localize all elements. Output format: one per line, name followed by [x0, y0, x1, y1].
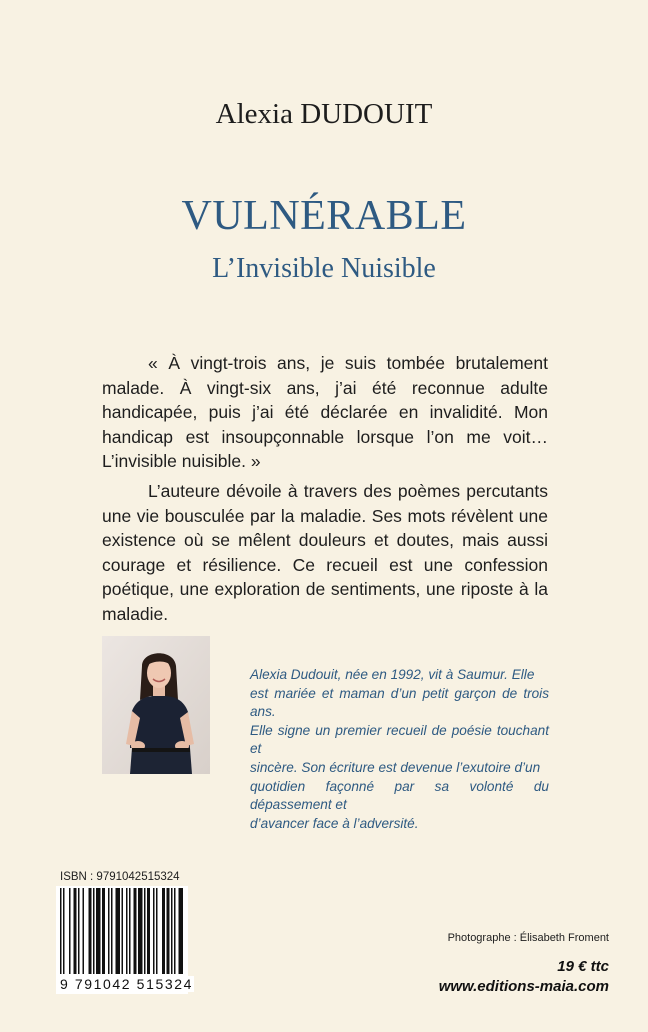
barcode-bar: [102, 888, 105, 974]
author-bio: [250, 666, 549, 833]
bio-line: est mariée et maman d’un petit garçon de trois ans.: [250, 685, 549, 720]
barcode-bar: [144, 888, 146, 974]
barcode-digits: 9 791042 515324: [60, 976, 193, 992]
barcode-bar: [89, 888, 92, 974]
bio-line: d’avancer face à l’adversité.: [250, 815, 419, 831]
barcode-bar: [138, 888, 143, 974]
barcode-bar: [63, 888, 65, 974]
bio-line: Alexia Dudouit, née en 1992, vit à Saumur. Elle: [250, 667, 535, 682]
barcode-bar: [134, 888, 137, 974]
barcode-bar: [174, 888, 176, 974]
price: 19 € ttc: [557, 958, 609, 975]
barcode-bar: [83, 888, 85, 974]
barcode-bar: [156, 888, 158, 974]
barcode-bar: [111, 888, 113, 974]
bio-line: quotidien façonné par sa volonté du dépassement et: [250, 778, 549, 813]
barcode-bar: [116, 888, 121, 974]
photographer-credit: Photographe : Élisabeth Froment: [447, 932, 609, 944]
barcode-bar: [153, 888, 155, 974]
isbn-label: ISBN : 9791042515324: [60, 871, 180, 883]
barcode-bar: [69, 888, 71, 974]
author-portrait-illustration: [102, 636, 210, 774]
barcode-bar: [129, 888, 131, 974]
description-paragraph: [102, 479, 548, 627]
barcode-bar: [78, 888, 80, 974]
bio-line: Elle signe un premier recueil de poésie touchant et: [250, 722, 549, 757]
author-photo: [102, 636, 210, 774]
barcode-bar: [96, 888, 101, 974]
author-name: Alexia DUDOUIT: [215, 98, 433, 130]
barcode-bar: [179, 888, 184, 974]
barcode-bar: [108, 888, 110, 974]
barcode-bar: [162, 888, 165, 974]
book-title: VULNÉRABLE: [181, 193, 467, 239]
barcode-bar: [167, 888, 170, 974]
book-subtitle: L’Invisible Nuisible: [212, 253, 436, 284]
bio-line: sincère. Son écriture est devenue l’exutoire d’un: [250, 759, 541, 775]
barcode-bar: [60, 888, 62, 974]
quote-paragraph: [102, 351, 548, 474]
quote-text: « À vingt-trois ans, je suis tombée brutalement malade. À vingt-six ans, j’ai été reconnue adulte handicapée, puis j’ai été déclarée en invalidité. Mon handicap est insoupçonnable lorsque l’on me voit… L’invisible nuisible. »: [102, 353, 548, 472]
barcode-bar: [126, 888, 128, 974]
publisher-website: www.editions-maia.com: [438, 978, 609, 995]
barcode-bar: [74, 888, 77, 974]
barcode-bar: [122, 888, 124, 974]
barcode-bar: [171, 888, 173, 974]
description-text: L’auteure dévoile à travers des poèmes percutants une vie bousculée par la maladie. Ses mots révèlent une existence où se mêlent douleurs et doutes, mais aussi courage et résilience. Ce recueil est une confession poétique, une exploration de sentiments, une riposte à la maladie.: [102, 481, 548, 624]
barcode-bar: [93, 888, 95, 974]
barcode-bar: [147, 888, 150, 974]
